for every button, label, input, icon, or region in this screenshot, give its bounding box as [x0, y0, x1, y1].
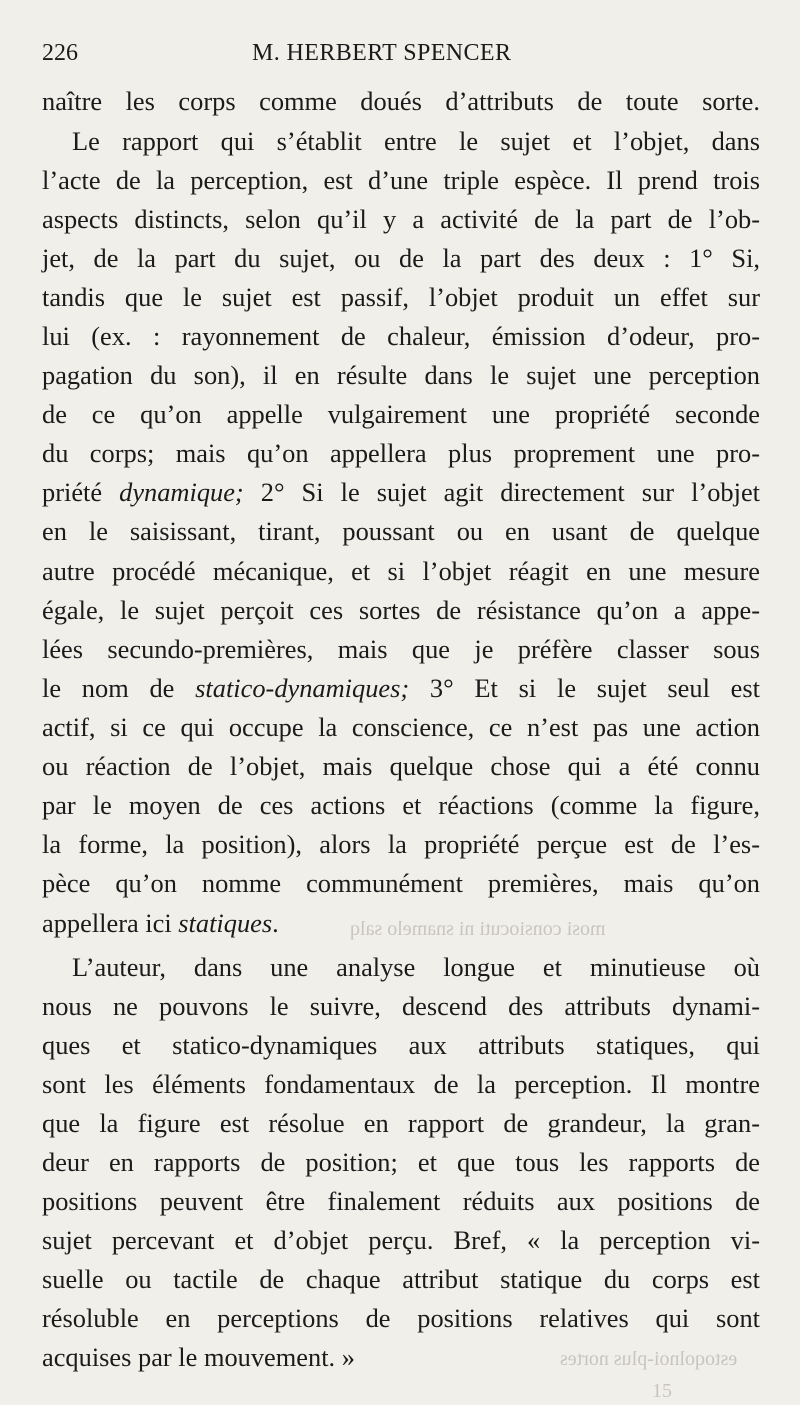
paragraph-first-line: Le rapport qui s’établit entre le sujet et l’objet, dans: [72, 126, 760, 156]
text-line: lées secundo-premières, mais que je préfère classer sous: [42, 634, 760, 664]
page-header: [42, 40, 762, 72]
text-line: sont les éléments fondamentaux de la perception. Il montre: [42, 1069, 760, 1099]
text-line: résoluble en perceptions de positions relatives qui sont: [42, 1303, 760, 1333]
text-line: que la figure est résolue en rapport de grandeur, la gran-: [42, 1108, 760, 1138]
paragraph-last-line: appellera ici statiques.: [42, 908, 279, 938]
text-line: pèce qu’on nomme communément premières, mais qu’on: [42, 868, 760, 898]
text-line: l’acte de la perception, est d’une triple espèce. Il prend trois: [42, 165, 760, 195]
text-line: en le saisissant, tirant, poussant ou en usant de quelque: [42, 516, 760, 546]
text-line: priété dynamique; 2° Si le sujet agit directement sur l’objet: [42, 477, 760, 507]
text-line: deur en rapports de position; et que tous les rapports de: [42, 1147, 760, 1177]
italic-term: statiques: [178, 908, 273, 938]
paragraph-last-line: acquises par le mouvement. »: [42, 1342, 355, 1372]
text-line: aspects distincts, selon qu’il y a activité de la part de l’ob-: [42, 204, 760, 234]
text-line: du corps; mais qu’on appellera plus proprement une pro-: [42, 438, 760, 468]
show-through-text: mosi consiocuti ni snamelo salq: [350, 918, 606, 940]
text-line: pagation du son), il en résulte dans le sujet une perception: [42, 360, 760, 390]
text-line: positions peuvent être finalement réduits aux positions de: [42, 1186, 760, 1216]
text-line: ou réaction de l’objet, mais quelque chose qui a été connu: [42, 751, 760, 781]
text-line: égale, le sujet perçoit ces sortes de résistance qu’on a appe-: [42, 595, 760, 625]
page-number: 226: [42, 40, 78, 66]
text-line: ques et statico-dynamiques aux attributs statiques, qui: [42, 1030, 760, 1060]
text-line: la forme, la position), alors la propriété perçue est de l’es-: [42, 829, 760, 859]
running-head: M. HERBERT SPENCER: [252, 40, 512, 66]
text-line: le nom de statico-dynamiques; 3° Et si le sujet seul est: [42, 673, 760, 703]
show-through-number: 15: [652, 1380, 672, 1402]
text-line: suelle ou tactile de chaque attribut statique du corps est: [42, 1264, 760, 1294]
show-through-text: estoqolnoi-plus nortes: [560, 1348, 738, 1370]
text-line: de ce qu’on appelle vulgairement une propriété seconde: [42, 399, 760, 429]
text-line: naître les corps comme doués d’attributs de toute sorte.: [42, 86, 760, 116]
text-line: tandis que le sujet est passif, l’objet produit un effet sur: [42, 282, 760, 312]
text-line: par le moyen de ces actions et réactions (comme la figure,: [42, 790, 760, 820]
text-line: lui (ex. : rayonnement de chaleur, émission d’odeur, pro-: [42, 321, 760, 351]
text-line: autre procédé mécanique, et si l’objet réagit en une mesure: [42, 556, 760, 586]
paragraph-first-line: L’auteur, dans une analyse longue et minutieuse où: [72, 952, 760, 982]
italic-term: statico-dynamiques;: [195, 673, 410, 703]
text-line: sujet percevant et d’objet perçu. Bref, « la perception vi-: [42, 1225, 760, 1255]
text-line: actif, si ce qui occupe la conscience, ce n’est pas une action: [42, 712, 760, 742]
text-line: nous ne pouvons le suivre, descend des attributs dynami-: [42, 991, 760, 1021]
italic-term: dynamique;: [119, 477, 244, 507]
text-line: jet, de la part du sujet, ou de la part des deux : 1° Si,: [42, 243, 760, 273]
